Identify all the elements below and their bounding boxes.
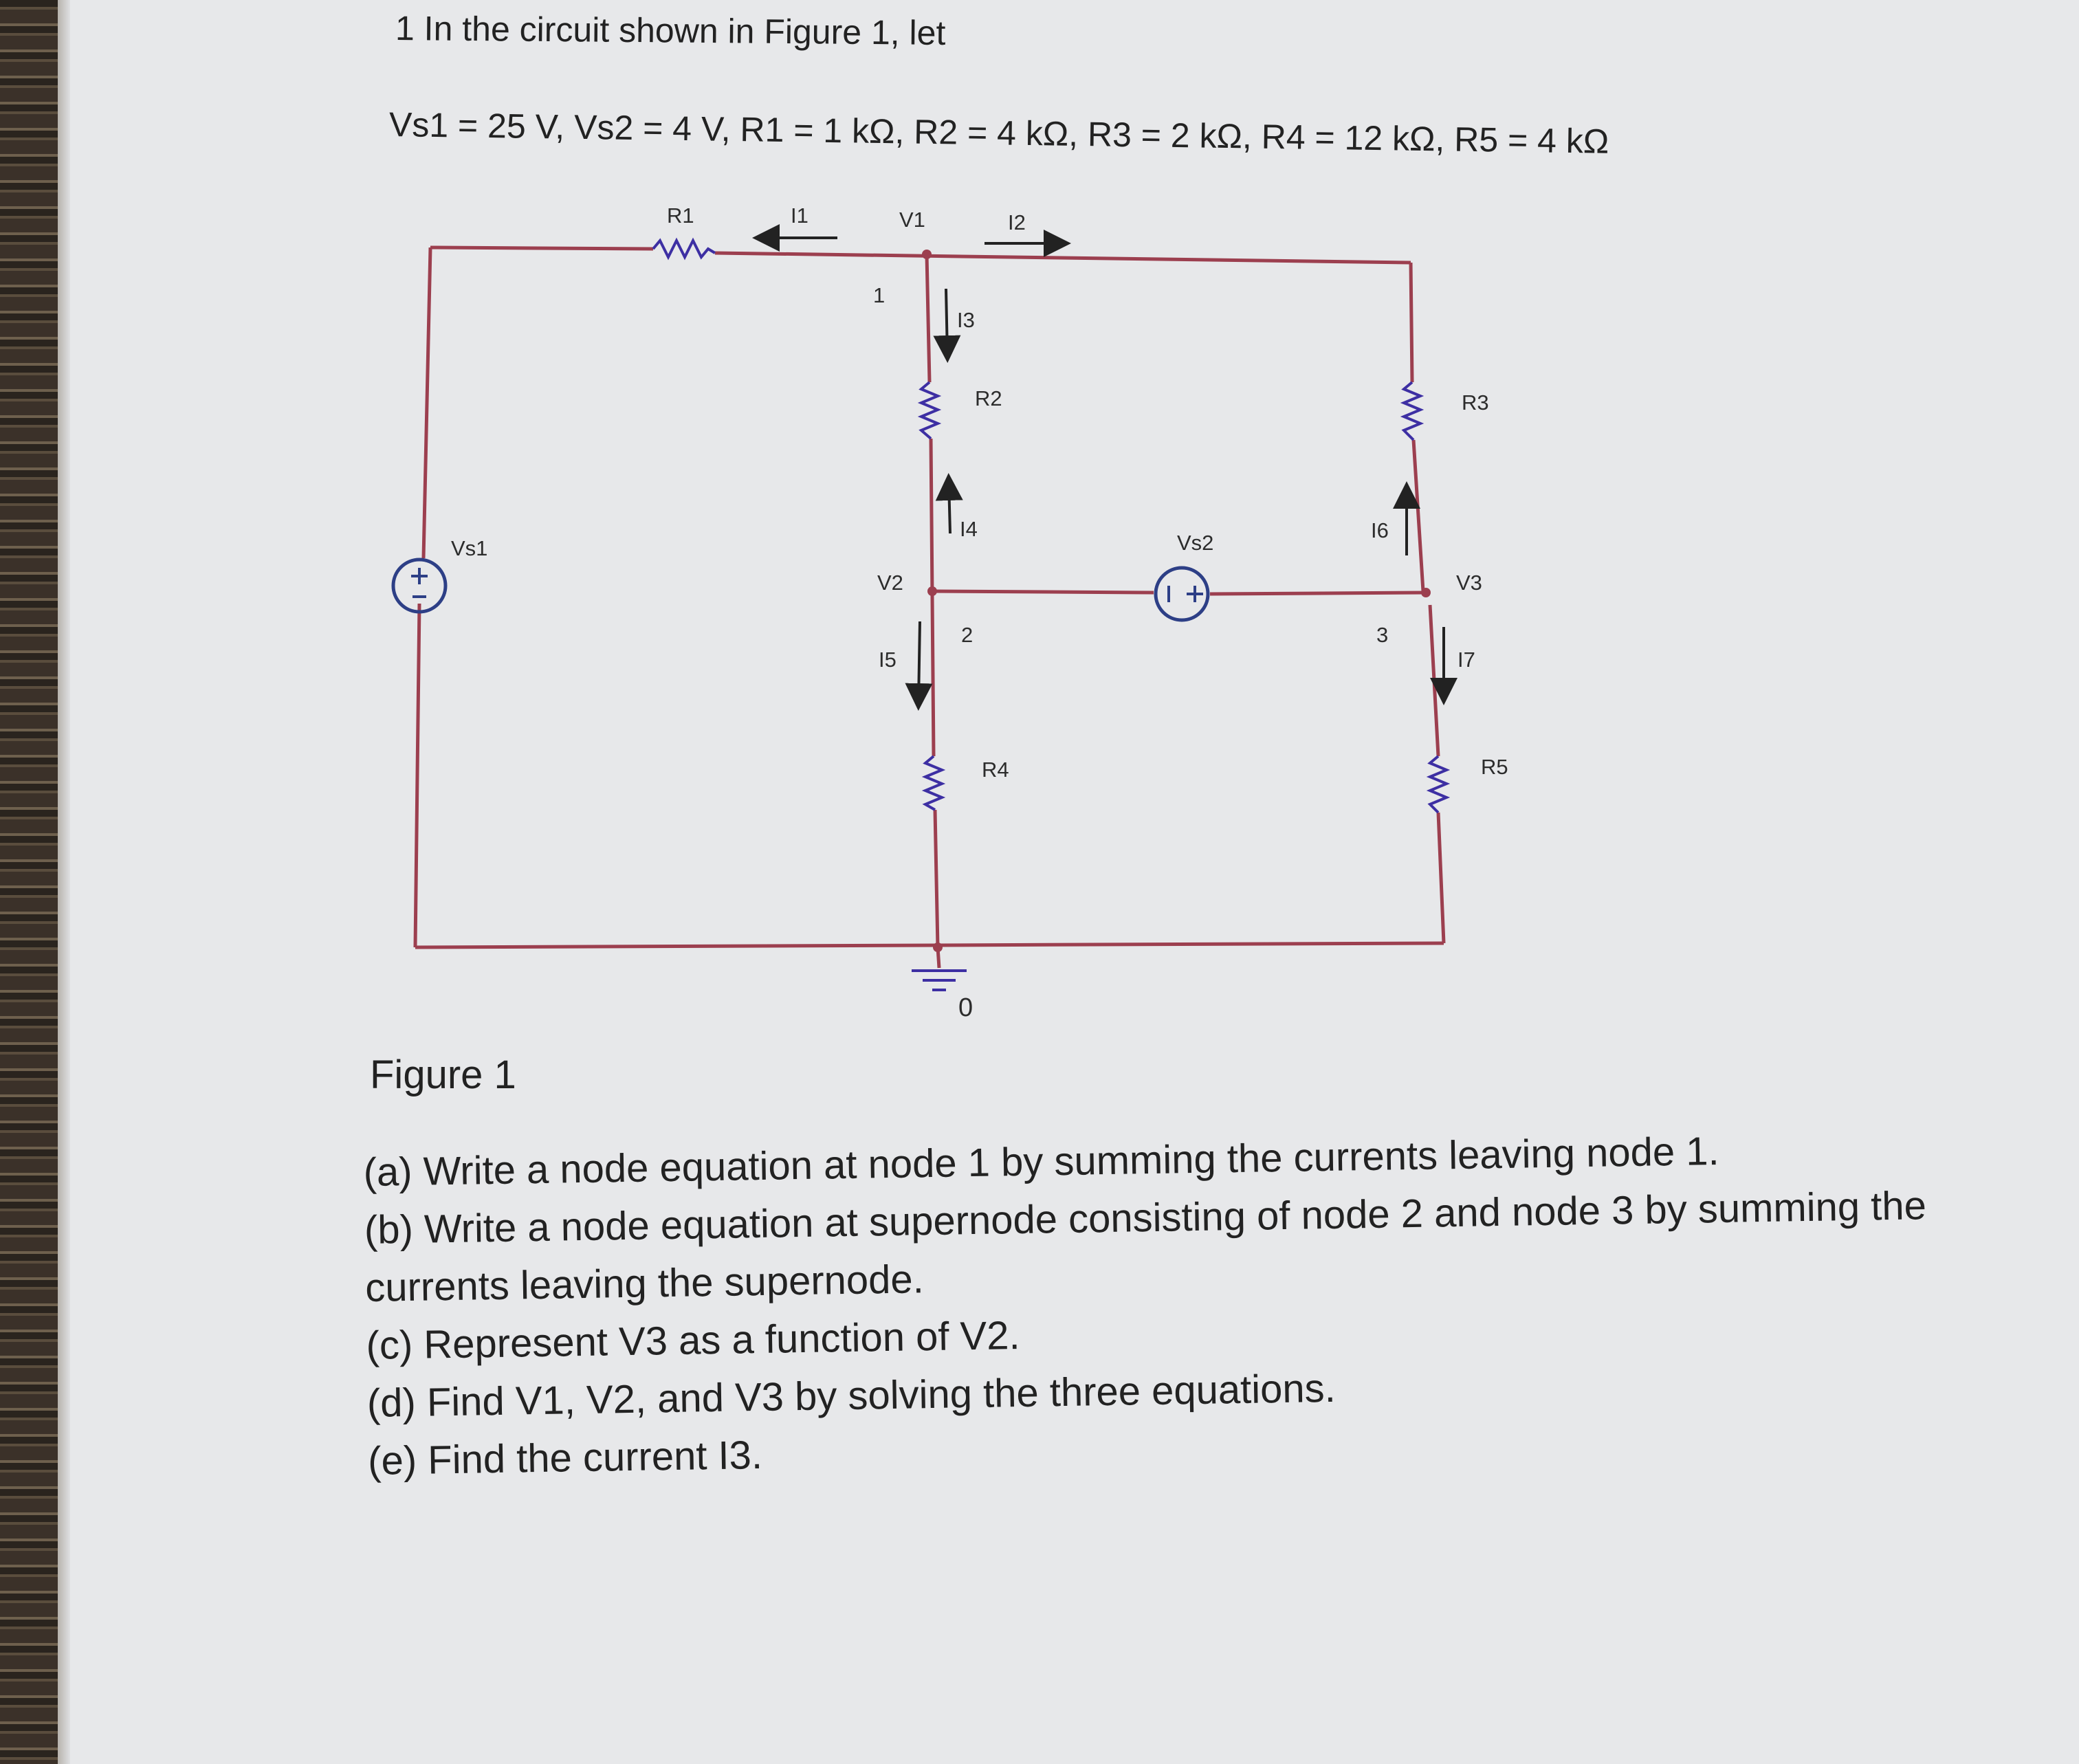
current-arrow-i5 [918,621,920,703]
label-i3: I3 [957,308,975,332]
node-dots [922,250,1431,952]
label-i6: I6 [1371,518,1389,542]
label-v3: V3 [1456,571,1482,595]
question-b: (b) Write a node equation at supernode consisting of node 2 and node 3 by summing the [364,1183,1927,1253]
label-node-2: 2 [961,623,974,647]
middle-wire [932,591,1426,594]
question-b-continued: currents leaving the supernode. [364,1257,925,1310]
node-0-dot [933,942,943,952]
label-r5: R5 [1481,755,1508,779]
node-1-dot [922,250,932,259]
resistor-r2 [921,382,938,439]
right-wire [1411,263,1444,943]
top-wire [430,247,1411,263]
center-wire [927,254,938,947]
label-vs2: Vs2 [1177,531,1214,555]
question-c: (c) Represent V3 as a function of V2. [366,1313,1021,1368]
resistor-r4 [925,756,942,810]
current-arrow-i3 [946,289,947,355]
question-list [363,1119,1930,1490]
given-values: Vs1 = 25 V, Vs2 = 4 V, R1 = 1 kΩ, R2 = 4 kΩ, R3 = 2 kΩ, R4 = 12 kΩ, R5 = 4 kΩ [388,105,1609,161]
question-e: (e) Find the current I3. [367,1432,763,1484]
label-ground: 0 [958,993,974,1022]
figure-caption: Figure 1 [370,1052,516,1097]
bottom-wire [415,943,1444,947]
label-vs1: Vs1 [451,536,488,560]
label-i7: I7 [1458,648,1475,672]
label-r3: R3 [1462,390,1489,415]
label-r1: R1 [667,203,694,228]
label-i5: I5 [879,648,896,672]
ground-icon [912,971,967,990]
label-r2: R2 [975,386,1002,410]
label-i1: I1 [791,203,808,228]
label-v2: V2 [877,571,903,595]
current-arrow-i4 [949,481,950,533]
question-a: (a) Write a node equation at node 1 by summing the currents leaving node 1. [363,1129,1720,1195]
label-i2: I2 [1008,210,1026,234]
circuit-wires [415,247,1444,968]
label-i4: I4 [960,517,978,541]
resistor-r3 [1404,382,1420,440]
node-2-dot [927,586,937,596]
label-node-1: 1 [873,283,886,307]
resistor-r5 [1430,756,1446,813]
label-node-3: 3 [1376,623,1389,647]
label-r4: R4 [982,758,1009,782]
question-d: (d) Find V1, V2, and V3 by solving the three equations. [366,1365,1336,1426]
node-3-dot [1421,588,1431,597]
voltage-source-vs2 [1156,568,1208,620]
resistor-r1 [653,241,715,257]
problem-title: 1 In the circuit shown in Figure 1, let [395,9,946,52]
label-v1: V1 [899,208,925,232]
